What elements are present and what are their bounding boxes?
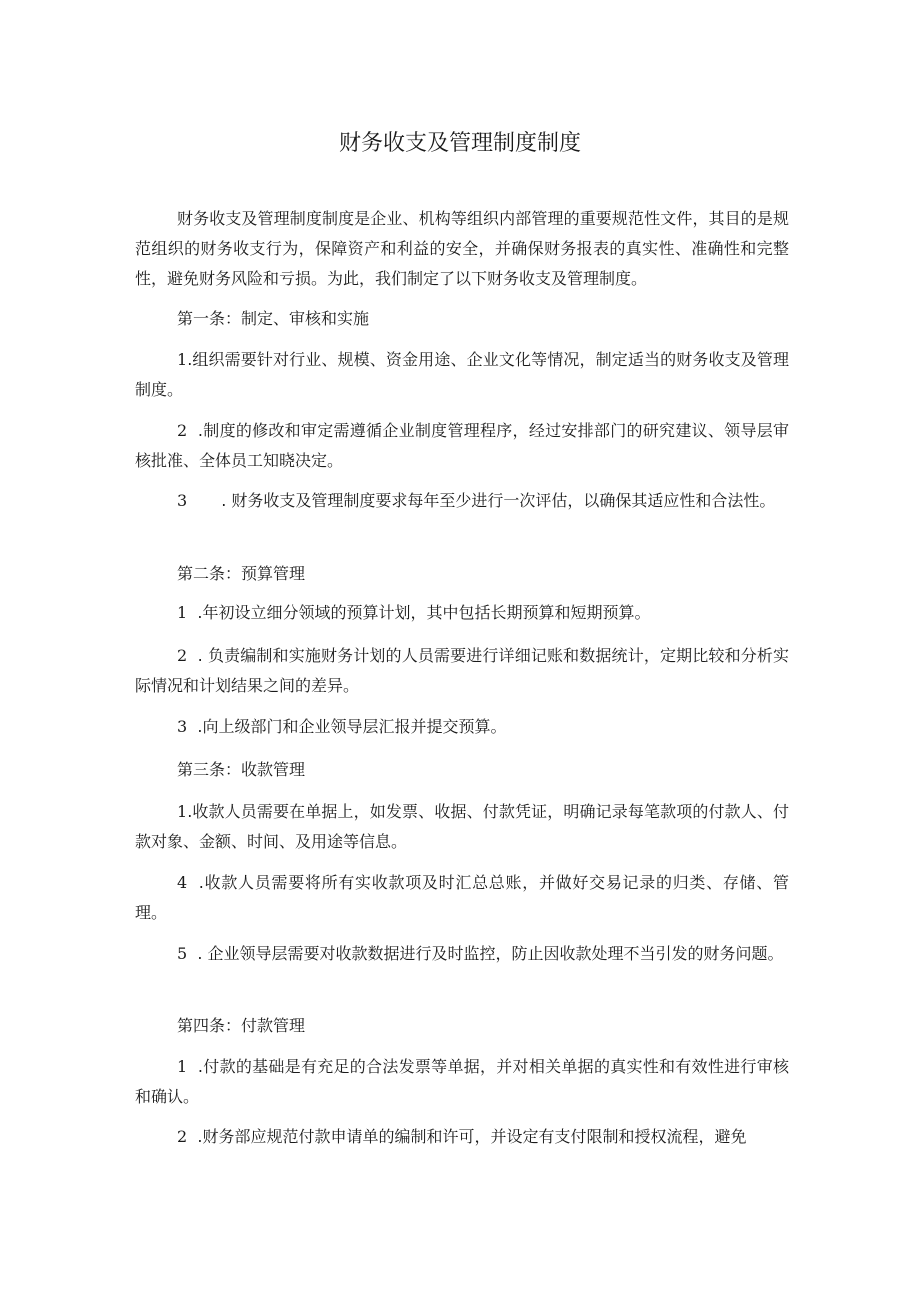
section-4-item-1 — [135, 1052, 789, 1112]
item-number: 1 — [177, 603, 188, 622]
item-number: 2 — [177, 421, 188, 440]
section-1-item-2 — [135, 416, 789, 476]
item-text: .年初设立细分领域的预算计划，其中包括长期预算和短期预算。 — [197, 603, 651, 622]
section-2-item-1 — [135, 598, 789, 628]
section-4-item-2 — [135, 1122, 789, 1152]
item-text: .向上级部门和企业领导层汇报并提交预算。 — [197, 717, 507, 736]
section-heading-4: 第四条：付款管理 — [177, 1016, 306, 1035]
item-text: . 负责编制和实施财务计划的人员需要进行详细记账和数据统计，定期比较和分析实际情况和计划结果之间的差异。 — [135, 646, 789, 695]
section-1-item-1 — [135, 345, 789, 405]
item-text: .财务部应规范付款申请单的编制和许可，并设定有支付限制和授权流程，避免 — [197, 1127, 747, 1146]
section-3-item-3 — [135, 939, 789, 969]
item-number: 3 — [177, 491, 188, 510]
section-2-item-3 — [135, 712, 789, 742]
item-number: 4 — [177, 873, 188, 892]
intro-text: 财务收支及管理制度制度是企业、机构等组织内部管理的重要规范性文件，其目的是规范组织的财务收支行为，保障资产和利益的安全，并确保财务报表的真实性、准确性和完整性，避免财务风险和亏损。为此，我们制定了以下财务收支及管理制度。 — [135, 209, 789, 288]
item-text: . 企业领导层需要对收款数据进行及时监控，防止因收款处理不当引发的财务问题。 — [197, 944, 784, 963]
item-text: . 财务收支及管理制度要求每年至少进行一次评估，以确保其适应性和合法性。 — [221, 491, 776, 510]
item-number: 1 — [177, 350, 188, 369]
item-text: .组织需要针对行业、规模、资金用途、企业文化等情况，制定适当的财务收支及管理制度。 — [135, 350, 789, 399]
item-number: 3 — [177, 717, 188, 736]
section-heading-3: 第三条：收款管理 — [177, 760, 306, 779]
page-title: 财务收支及管理制度制度 — [338, 131, 581, 156]
item-number: 2 — [177, 646, 188, 665]
section-1-item-3 — [135, 486, 789, 516]
section-3-item-1 — [135, 797, 789, 857]
intro-paragraph — [135, 204, 789, 294]
section-3-item-2 — [135, 868, 789, 928]
item-number: 5 — [177, 944, 188, 963]
item-number: 1 — [177, 802, 188, 821]
item-number: 1 — [177, 1057, 188, 1076]
section-2-item-2 — [135, 641, 789, 701]
section-heading-2: 第二条：预算管理 — [177, 564, 306, 583]
item-text: .制度的修改和审定需遵循企业制度管理程序，经过安排部门的研究建议、领导层审核批准、全体员工知晓决定。 — [135, 421, 790, 470]
section-heading-1: 第一条：制定、审核和实施 — [177, 309, 370, 328]
item-text: .付款的基础是有充足的合法发票等单据，并对相关单据的真实性和有效性进行审核和确认。 — [135, 1057, 790, 1106]
item-number: 2 — [177, 1127, 188, 1146]
item-text: .收款人员需要在单据上，如发票、收据、付款凭证，明确记录每笔款项的付款人、付款对象、金额、时间、及用途等信息。 — [135, 802, 789, 851]
item-text: .收款人员需要将所有实收款项及时汇总总账，并做好交易记录的归类、存储、管理。 — [135, 873, 789, 922]
